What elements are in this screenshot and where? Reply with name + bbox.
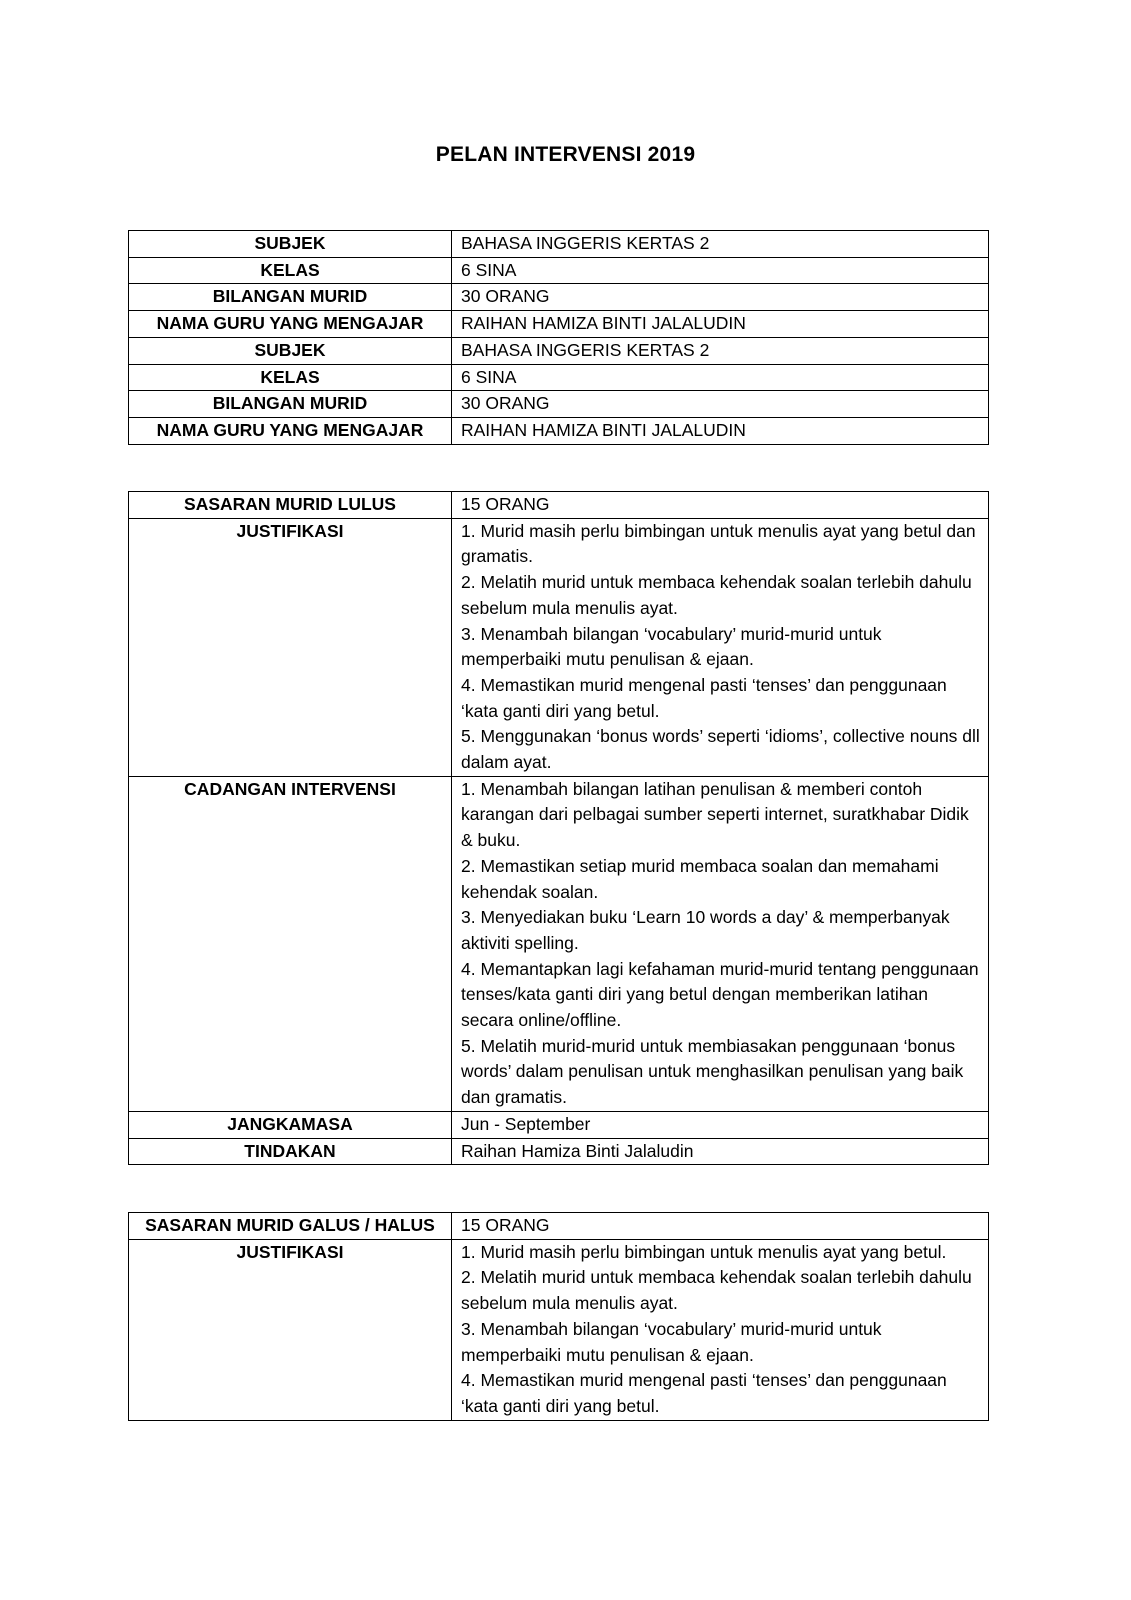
row-value: 30 ORANG [452, 284, 989, 311]
justification-list [452, 518, 989, 776]
period-label: JANGKAMASA [129, 1111, 452, 1138]
row-label: SUBJEK [129, 337, 452, 364]
row-value: RAIHAN HAMIZA BINTI JALALUDIN [452, 311, 989, 338]
pass-target-table [128, 491, 989, 1165]
table-row [129, 391, 989, 418]
table-row [129, 1239, 989, 1420]
table-row [129, 311, 989, 338]
justification-list [452, 1239, 989, 1420]
table-row [129, 776, 989, 1111]
row-value: RAIHAN HAMIZA BINTI JALALUDIN [452, 417, 989, 444]
row-value: 6 SINA [452, 364, 989, 391]
table-row [129, 231, 989, 258]
list-item: 4. Memastikan murid mengenal pasti ‘tenses’ dan penggunaan ‘kata ganti diri yang betul. [461, 674, 947, 721]
row-label: BILANGAN MURID [129, 284, 452, 311]
list-item: 2. Melatih murid untuk membaca kehendak soalan terlebih dahulu sebelum mula menulis ayat. [461, 1267, 972, 1314]
row-value: BAHASA INGGERIS KERTAS 2 [452, 337, 989, 364]
table-row [129, 1111, 989, 1138]
list-item: 3. Menambah bilangan ‘vocabulary’ murid-murid untuk memperbaiki mutu penulisan & ejaan. [461, 1318, 882, 1365]
intervention-list [452, 776, 989, 1111]
class-info-table [128, 230, 989, 445]
row-value: 6 SINA [452, 257, 989, 284]
row-value: BAHASA INGGERIS KERTAS 2 [452, 231, 989, 258]
list-item: 4. Memastikan murid mengenal pasti ‘tenses’ dan penggunaan ‘kata ganti diri yang betul. [461, 1370, 947, 1416]
table-row [129, 284, 989, 311]
action-label: TINDAKAN [129, 1138, 452, 1165]
target-label: SASARAN MURID LULUS [129, 492, 452, 519]
list-item: 3. Menyediakan buku ‘Learn 10 words a day’ & memperbanyak aktiviti spelling. [461, 907, 950, 953]
row-label: NAMA GURU YANG MENGAJAR [129, 311, 452, 338]
list-item: 5. Menggunakan ‘bonus words’ seperti ‘idioms’, collective nouns dll dalam ayat. [461, 726, 980, 773]
period-value: Jun - September [452, 1111, 989, 1138]
table-row [129, 337, 989, 364]
excellence-target-table [128, 1212, 989, 1421]
target-value: 15 ORANG [452, 1213, 989, 1240]
table-row [129, 257, 989, 284]
table-row [129, 1213, 989, 1240]
list-item: 1. Murid masih perlu bimbingan untuk menulis ayat yang betul dan gramatis. [461, 520, 976, 567]
row-label: NAMA GURU YANG MENGAJAR [129, 417, 452, 444]
action-value: Raihan Hamiza Binti Jalaludin [452, 1138, 989, 1165]
row-label: SUBJEK [129, 231, 452, 258]
list-item: 2. Memastikan setiap murid membaca soalan dan memahami kehendak soalan. [461, 855, 939, 902]
justification-label: JUSTIFIKASI [129, 1239, 452, 1420]
table-row [129, 518, 989, 776]
row-label: KELAS [129, 257, 452, 284]
list-item: 2. Melatih murid untuk membaca kehendak soalan terlebih dahulu sebelum mula menulis ayat. [461, 572, 972, 618]
row-label: KELAS [129, 364, 452, 391]
list-item: 3. Menambah bilangan ‘vocabulary’ murid-murid untuk memperbaiki mutu penulisan & ejaan. [461, 623, 882, 670]
table-row [129, 417, 989, 444]
table-row [129, 364, 989, 391]
target-value: 15 ORANG [452, 492, 989, 519]
intervention-label: CADANGAN INTERVENSI [129, 776, 452, 1111]
list-item: 1. Menambah bilangan latihan penulisan & memberi contoh karangan dari pelbagai sumber seperti internet, suratkhabar Didik & buku. [461, 778, 969, 851]
page-title: PELAN INTERVENSI 2019 [435, 143, 696, 166]
row-value: 30 ORANG [452, 391, 989, 418]
table-row [129, 492, 989, 519]
list-item: 4. Memantapkan lagi kefahaman murid-murid tentang penggunaan tenses/kata ganti diri yang betul dengan memberikan latihan secara online/offline. [461, 958, 979, 1031]
target-label: SASARAN MURID GALUS / HALUS [129, 1213, 452, 1240]
list-item: 5. Melatih murid-murid untuk membiasakan penggunaan ‘bonus words’ dalam penulisan untuk menghasilkan penulisan yang baik dan gramatis. [461, 1035, 964, 1108]
row-label: BILANGAN MURID [129, 391, 452, 418]
justification-label: JUSTIFIKASI [129, 518, 452, 776]
table-row [129, 1138, 989, 1165]
list-item: 1. Murid masih perlu bimbingan untuk menulis ayat yang betul. [461, 1241, 947, 1262]
